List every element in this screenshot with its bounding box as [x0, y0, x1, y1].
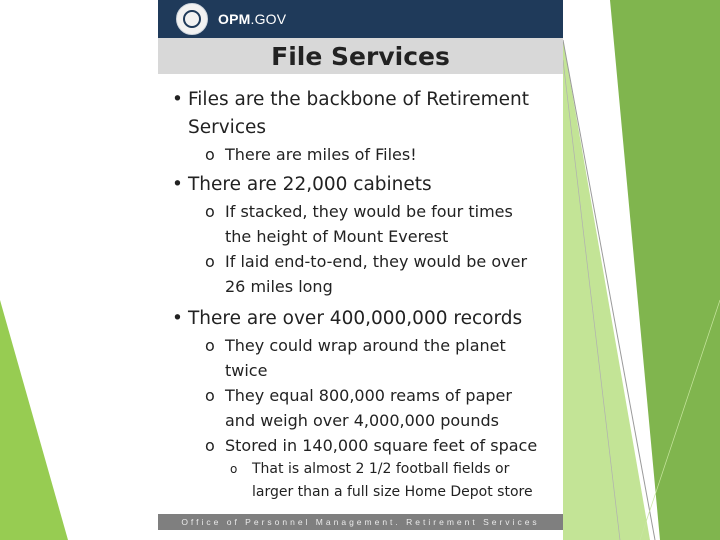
sub-bullet-mark: o — [205, 436, 215, 455]
sub-bullet-text: Stored in 140,000 square feet of space — [225, 436, 538, 455]
sub-bullet-mark: o — [205, 145, 215, 164]
sub-sub-bullet-mark: o — [230, 462, 238, 476]
sub-bullet-item — [170, 142, 555, 167]
footer-text: Office of Personnel Management. Retirement Services — [181, 517, 540, 527]
bullet-item — [170, 171, 555, 199]
bullet-mark: • — [172, 89, 183, 110]
sub-bullet-item — [170, 383, 555, 433]
sub-bullet-text: If laid end-to-end, they would be over — [225, 252, 528, 271]
brand-logo-text: OPM.GOV — [218, 11, 287, 27]
bullet-list — [170, 86, 555, 504]
footer-bar — [158, 514, 563, 530]
sub-bullet-text: There are miles of Files! — [225, 145, 417, 164]
sub-bullet-item — [170, 333, 555, 383]
bullet-mark: • — [172, 174, 183, 195]
sub-sub-bullet-text: That is almost 2 1/2 football fields or — [252, 461, 510, 477]
sub-bullet-text: 26 miles long — [225, 277, 333, 296]
green-stripe-left — [0, 300, 68, 540]
sub-bullet-text: and weigh over 4,000,000 pounds — [225, 411, 499, 430]
sub-bullet-mark: o — [205, 336, 215, 355]
sub-bullet-item — [170, 249, 555, 299]
bullet-mark: • — [172, 308, 183, 329]
sub-bullet-text: They equal 800,000 reams of paper — [225, 386, 512, 405]
bullet-text: Services — [188, 117, 267, 138]
bullet-item — [170, 86, 555, 142]
sub-bullet-text: If stacked, they would be four times — [225, 202, 513, 221]
slide — [158, 0, 563, 530]
header-bar — [158, 0, 563, 38]
sub-sub-bullet-item — [170, 458, 555, 504]
sub-sub-bullet-text: larger than a full size Home Depot store — [252, 484, 533, 500]
bullet-text: There are 22,000 cabinets — [188, 174, 432, 195]
slide-title: File Services — [271, 42, 450, 71]
sub-bullet-mark: o — [205, 252, 215, 271]
sub-bullet-item — [170, 433, 555, 458]
title-bar — [158, 38, 563, 74]
sub-bullet-text: the height of Mount Everest — [225, 227, 449, 246]
bullet-item — [170, 305, 555, 333]
sub-bullet-mark: o — [205, 202, 215, 221]
sub-bullet-item — [170, 199, 555, 249]
bullet-text: Files are the backbone of Retirement — [188, 89, 530, 110]
sub-bullet-text: They could wrap around the planet — [225, 336, 506, 355]
bullet-text: There are over 400,000,000 records — [188, 308, 523, 329]
sub-bullet-text: twice — [225, 361, 268, 380]
opm-seal-icon — [176, 3, 208, 35]
sub-bullet-mark: o — [205, 386, 215, 405]
